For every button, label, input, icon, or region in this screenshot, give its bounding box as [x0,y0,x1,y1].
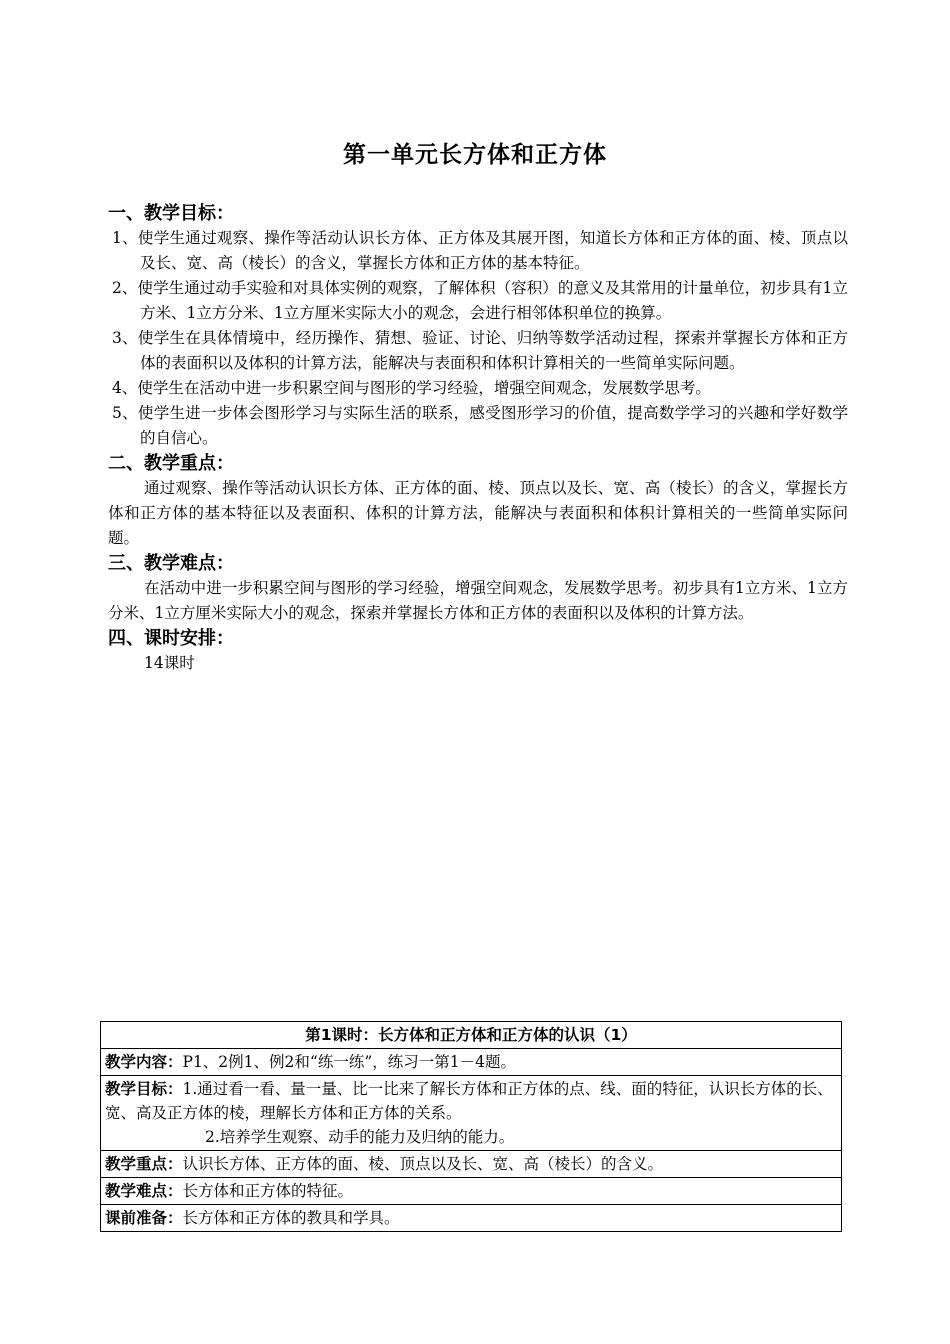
difficulty-label: 教学难点： [105,1182,183,1200]
table-row [101,1205,842,1232]
content-cell [101,1049,842,1076]
goal-item-2: 2、使学生通过动手实验和对具体实例的观察，了解体积（容积）的意义及其常用的计量单位，初步具有1立方米、1立方分米、1立方厘米实际大小的观念，会进行相邻体积单位的换算。 [112,279,848,322]
table-row [101,1049,842,1076]
schedule-text: 14课时 [144,654,195,672]
schedule-heading: 四、课时安排： [108,628,234,649]
goal-item-4: 4、使学生在活动中进一步积累空间与图形的学习经验，增强空间观念，发展数学思考。 [112,379,711,397]
table-row [101,1076,842,1151]
key-label: 教学重点： [105,1155,183,1173]
goal-item-1: 1、使学生通过观察、操作等活动认识长方体、正方体及其展开图，知道长方体和正方体的面、棱、顶点以及长、宽、高（棱长）的含义，掌握长方体和正方体的基本特征。 [112,229,848,272]
goals-section [108,201,848,676]
goals-line-2: 2.培养学生观察、动手的能力及归纳的能力。 [205,1128,515,1146]
key-cell [101,1151,842,1178]
difficulty-cell [101,1178,842,1205]
table-row [101,1151,842,1178]
page-title: 第一单元长方体和正方体 [343,142,607,168]
difficulty-value: 长方体和正方体的特征。 [182,1182,354,1200]
key-points-text: 通过观察、操作等活动认识长方体、正方体的面、棱、顶点以及长、宽、高（棱长）的含义，掌握长方体和正方体的基本特征以及表面积、体积的计算方法，能解决与表面积和体积计算相关的一些简单实际问题。 [108,479,848,547]
prep-label: 课前准备： [105,1209,183,1227]
goals-cell [101,1076,842,1151]
goal-item-5: 5、使学生进一步体会图形学习与实际生活的联系，感受图形学习的价值，提高数学学习的兴趣和学好数学的自信心。 [112,404,848,447]
lesson-table [100,1021,842,1232]
prep-value: 长方体和正方体的教具和学具。 [182,1209,400,1227]
key-value: 认识长方体、正方体的面、棱、顶点以及长、宽、高（棱长）的含义。 [182,1155,664,1173]
table-row [101,1022,842,1049]
goals-line-1: 1.通过看一看、量一量、比一比来了解长方体和正方体的点、线、面的特征，认识长方体的长、宽、高及正方体的棱，理解长方体和正方体的关系。 [105,1080,833,1122]
goal-item-3: 3、使学生在具体情境中，经历操作、猜想、验证、讨论、归纳等数学活动过程，探索并掌握长方体和正方体的表面积以及体积的计算方法，能解决与表面积和体积计算相关的一些简单实际问题。 [112,329,848,372]
goals-heading: 一、教学目标： [108,203,234,224]
key-points-heading: 二、教学重点： [108,453,234,474]
content-label: 教学内容： [105,1053,183,1071]
lesson-header: 第1课时：长方体和正方体和正方体的认识（1） [101,1022,842,1049]
difficulties-heading: 三、教学难点： [108,553,234,574]
content-value: P1、2例1、例2和“练一练”，练习一第1－4题。 [182,1053,516,1071]
table-row [101,1178,842,1205]
prep-cell [101,1205,842,1232]
difficulties-text: 在活动中进一步积累空间与图形的学习经验，增强空间观念，发展数学思考。初步具有1立方米、1立方分米、1立方厘米实际大小的观念，探索并掌握长方体和正方体的表面积以及体积的计算方法。 [108,579,848,622]
goals-label: 教学目标： [105,1080,183,1098]
